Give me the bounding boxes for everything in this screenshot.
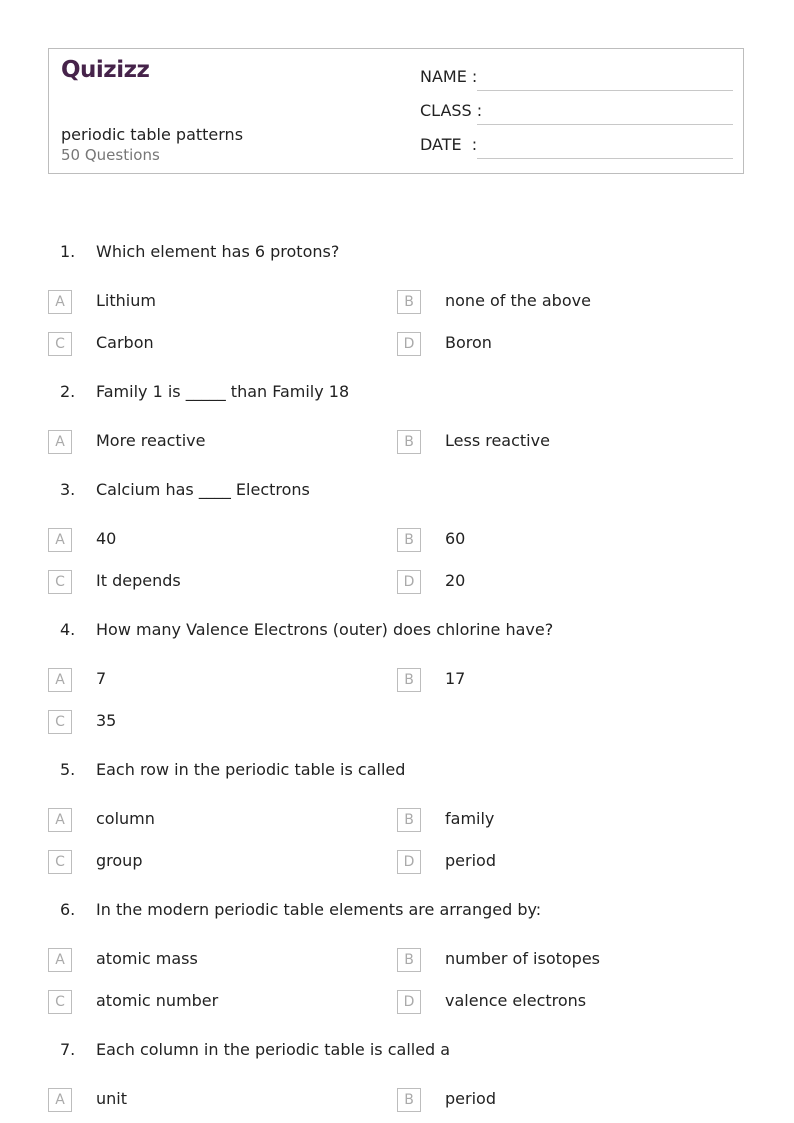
question-number: 3. xyxy=(60,480,76,499)
answer-option[interactable] xyxy=(48,1088,368,1112)
option-letter-box[interactable]: A xyxy=(48,290,72,314)
option-letter-box[interactable]: B xyxy=(397,430,421,454)
option-letter-box[interactable]: A xyxy=(48,1088,72,1112)
question-text: Calcium has ____ Electrons xyxy=(96,480,310,499)
option-text: number of isotopes xyxy=(445,949,601,968)
answer-option[interactable] xyxy=(397,808,717,832)
option-letter-box[interactable]: A xyxy=(48,808,72,832)
answer-option[interactable] xyxy=(397,948,717,972)
answer-option[interactable] xyxy=(397,290,717,314)
option-text: period xyxy=(445,851,496,870)
date-field[interactable] xyxy=(420,135,733,159)
option-letter-box[interactable]: C xyxy=(48,332,72,356)
option-text: 20 xyxy=(445,571,466,590)
option-letter-box[interactable]: C xyxy=(48,850,72,874)
question-number: 2. xyxy=(60,382,76,401)
option-text: atomic number xyxy=(96,991,219,1010)
answer-option[interactable] xyxy=(397,528,717,552)
question-count: 50 Questions xyxy=(61,146,160,164)
option-text: 40 xyxy=(96,529,117,548)
question-text: Each row in the periodic table is called xyxy=(96,760,406,779)
option-text: Carbon xyxy=(96,333,154,352)
option-text: 60 xyxy=(445,529,466,548)
option-letter-box[interactable]: B xyxy=(397,948,421,972)
option-letter-box[interactable]: B xyxy=(397,528,421,552)
option-text: valence electrons xyxy=(445,991,587,1010)
answer-option[interactable] xyxy=(48,290,368,314)
question-text: Which element has 6 protons? xyxy=(96,242,340,261)
answer-option[interactable] xyxy=(397,570,717,594)
answer-option[interactable] xyxy=(397,990,717,1014)
worksheet-header xyxy=(48,48,744,174)
answer-option[interactable] xyxy=(48,948,368,972)
option-text: column xyxy=(96,809,155,828)
question-text: Family 1 is _____ than Family 18 xyxy=(96,382,350,401)
question-number: 6. xyxy=(60,900,76,919)
answer-option[interactable] xyxy=(48,668,368,692)
option-letter-box[interactable]: A xyxy=(48,948,72,972)
option-text: period xyxy=(445,1089,496,1108)
question-text: How many Valence Electrons (outer) does chlorine have? xyxy=(96,620,554,639)
answer-option[interactable] xyxy=(397,430,717,454)
question-number: 1. xyxy=(60,242,76,261)
answer-option[interactable] xyxy=(48,850,368,874)
option-letter-box[interactable]: D xyxy=(397,990,421,1014)
answer-option[interactable] xyxy=(48,332,368,356)
option-text: 17 xyxy=(445,669,466,688)
answer-option[interactable] xyxy=(48,528,368,552)
option-text: 35 xyxy=(96,711,117,730)
option-text: Lithium xyxy=(96,291,156,310)
option-letter-box[interactable]: A xyxy=(48,528,72,552)
answer-option[interactable] xyxy=(48,710,368,734)
answer-option[interactable] xyxy=(397,1088,717,1112)
option-letter-box[interactable]: D xyxy=(397,850,421,874)
name-label: NAME : xyxy=(420,67,478,86)
option-text: family xyxy=(445,809,495,828)
option-text: It depends xyxy=(96,571,181,590)
option-letter-box[interactable]: B xyxy=(397,668,421,692)
date-line[interactable] xyxy=(477,158,733,159)
option-letter-box[interactable]: C xyxy=(48,570,72,594)
option-letter-box[interactable]: A xyxy=(48,430,72,454)
date-label: DATE : xyxy=(420,135,478,154)
option-text: More reactive xyxy=(96,431,206,450)
name-line[interactable] xyxy=(477,90,733,91)
class-line[interactable] xyxy=(477,124,733,125)
option-text: Boron xyxy=(445,333,492,352)
option-letter-box[interactable]: B xyxy=(397,1088,421,1112)
name-field[interactable] xyxy=(420,67,733,91)
option-letter-box[interactable]: C xyxy=(48,710,72,734)
question-text: In the modern periodic table elements are arranged by: xyxy=(96,900,542,919)
answer-option[interactable] xyxy=(48,808,368,832)
option-letter-box[interactable]: D xyxy=(397,332,421,356)
class-label: CLASS : xyxy=(420,101,483,120)
answer-option[interactable] xyxy=(397,668,717,692)
option-text: atomic mass xyxy=(96,949,198,968)
worksheet-title: periodic table patterns xyxy=(61,125,244,144)
option-text: 7 xyxy=(96,669,107,688)
question-number: 5. xyxy=(60,760,76,779)
option-text: none of the above xyxy=(445,291,591,310)
option-text: Less reactive xyxy=(445,431,550,450)
question-text: Each column in the periodic table is called a xyxy=(96,1040,451,1059)
option-letter-box[interactable]: B xyxy=(397,290,421,314)
answer-option[interactable] xyxy=(397,332,717,356)
answer-option[interactable] xyxy=(397,850,717,874)
option-text: unit xyxy=(96,1089,127,1108)
option-text: group xyxy=(96,851,143,870)
answer-option[interactable] xyxy=(48,430,368,454)
class-field[interactable] xyxy=(420,101,733,125)
answer-option[interactable] xyxy=(48,570,368,594)
answer-option[interactable] xyxy=(48,990,368,1014)
option-letter-box[interactable]: A xyxy=(48,668,72,692)
quizizz-logo: Quizizz xyxy=(61,57,150,83)
option-letter-box[interactable]: C xyxy=(48,990,72,1014)
question-number: 7. xyxy=(60,1040,76,1059)
option-letter-box[interactable]: D xyxy=(397,570,421,594)
question-number: 4. xyxy=(60,620,76,639)
option-letter-box[interactable]: B xyxy=(397,808,421,832)
